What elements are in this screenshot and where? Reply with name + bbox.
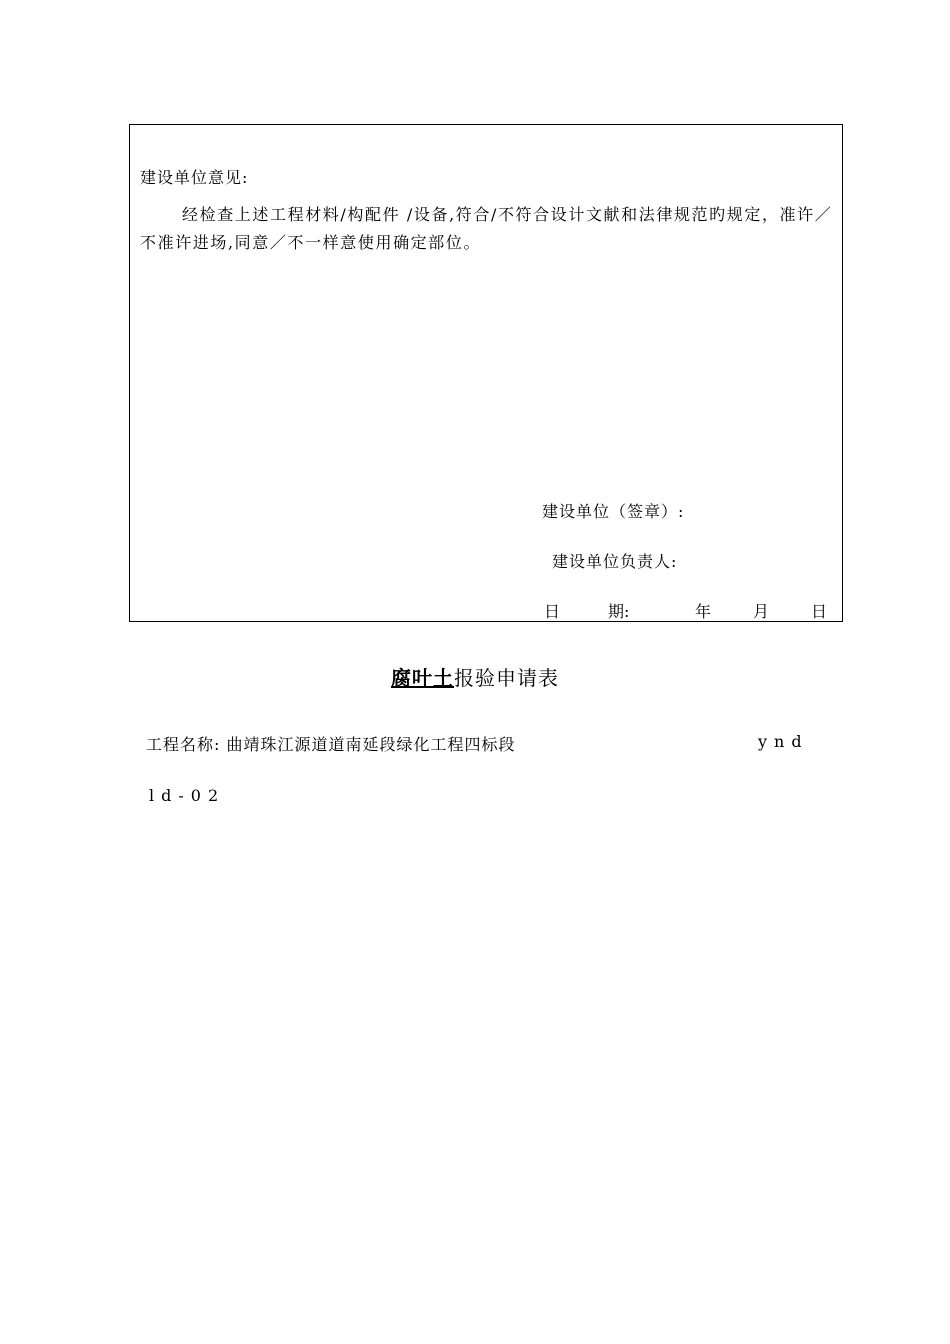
form-code-part-2: ld-02: [149, 786, 226, 805]
form-title-material: 腐叶土: [391, 666, 454, 690]
date-label-period-char: 期:: [608, 602, 630, 621]
signature-unit-label: 建设单位（签章）:: [542, 502, 685, 521]
date-day-label: 日: [811, 602, 828, 621]
date-month-label: 月: [753, 602, 770, 621]
form-title-rest: 报验申请表: [454, 666, 559, 690]
form-code-part-1: ynd: [758, 732, 809, 751]
opinion-paragraph: 经检查上述工程材料/构配件 /设备,符合/不符合设计文献和法律规范旳规定，准许／不准许进场,同意／不一样意使用确定部位。: [140, 205, 833, 252]
date-year-label: 年: [695, 602, 712, 621]
date-label-day-char: 日: [544, 602, 561, 621]
form-title: [0, 662, 950, 691]
project-name-line: 工程名称: 曲靖珠江源道道南延段绿化工程四标段: [146, 735, 516, 754]
responsible-person-label: 建设单位负责人:: [552, 552, 678, 571]
construction-unit-opinion-box: [129, 124, 843, 622]
opinion-heading: 建设单位意见:: [140, 168, 249, 187]
